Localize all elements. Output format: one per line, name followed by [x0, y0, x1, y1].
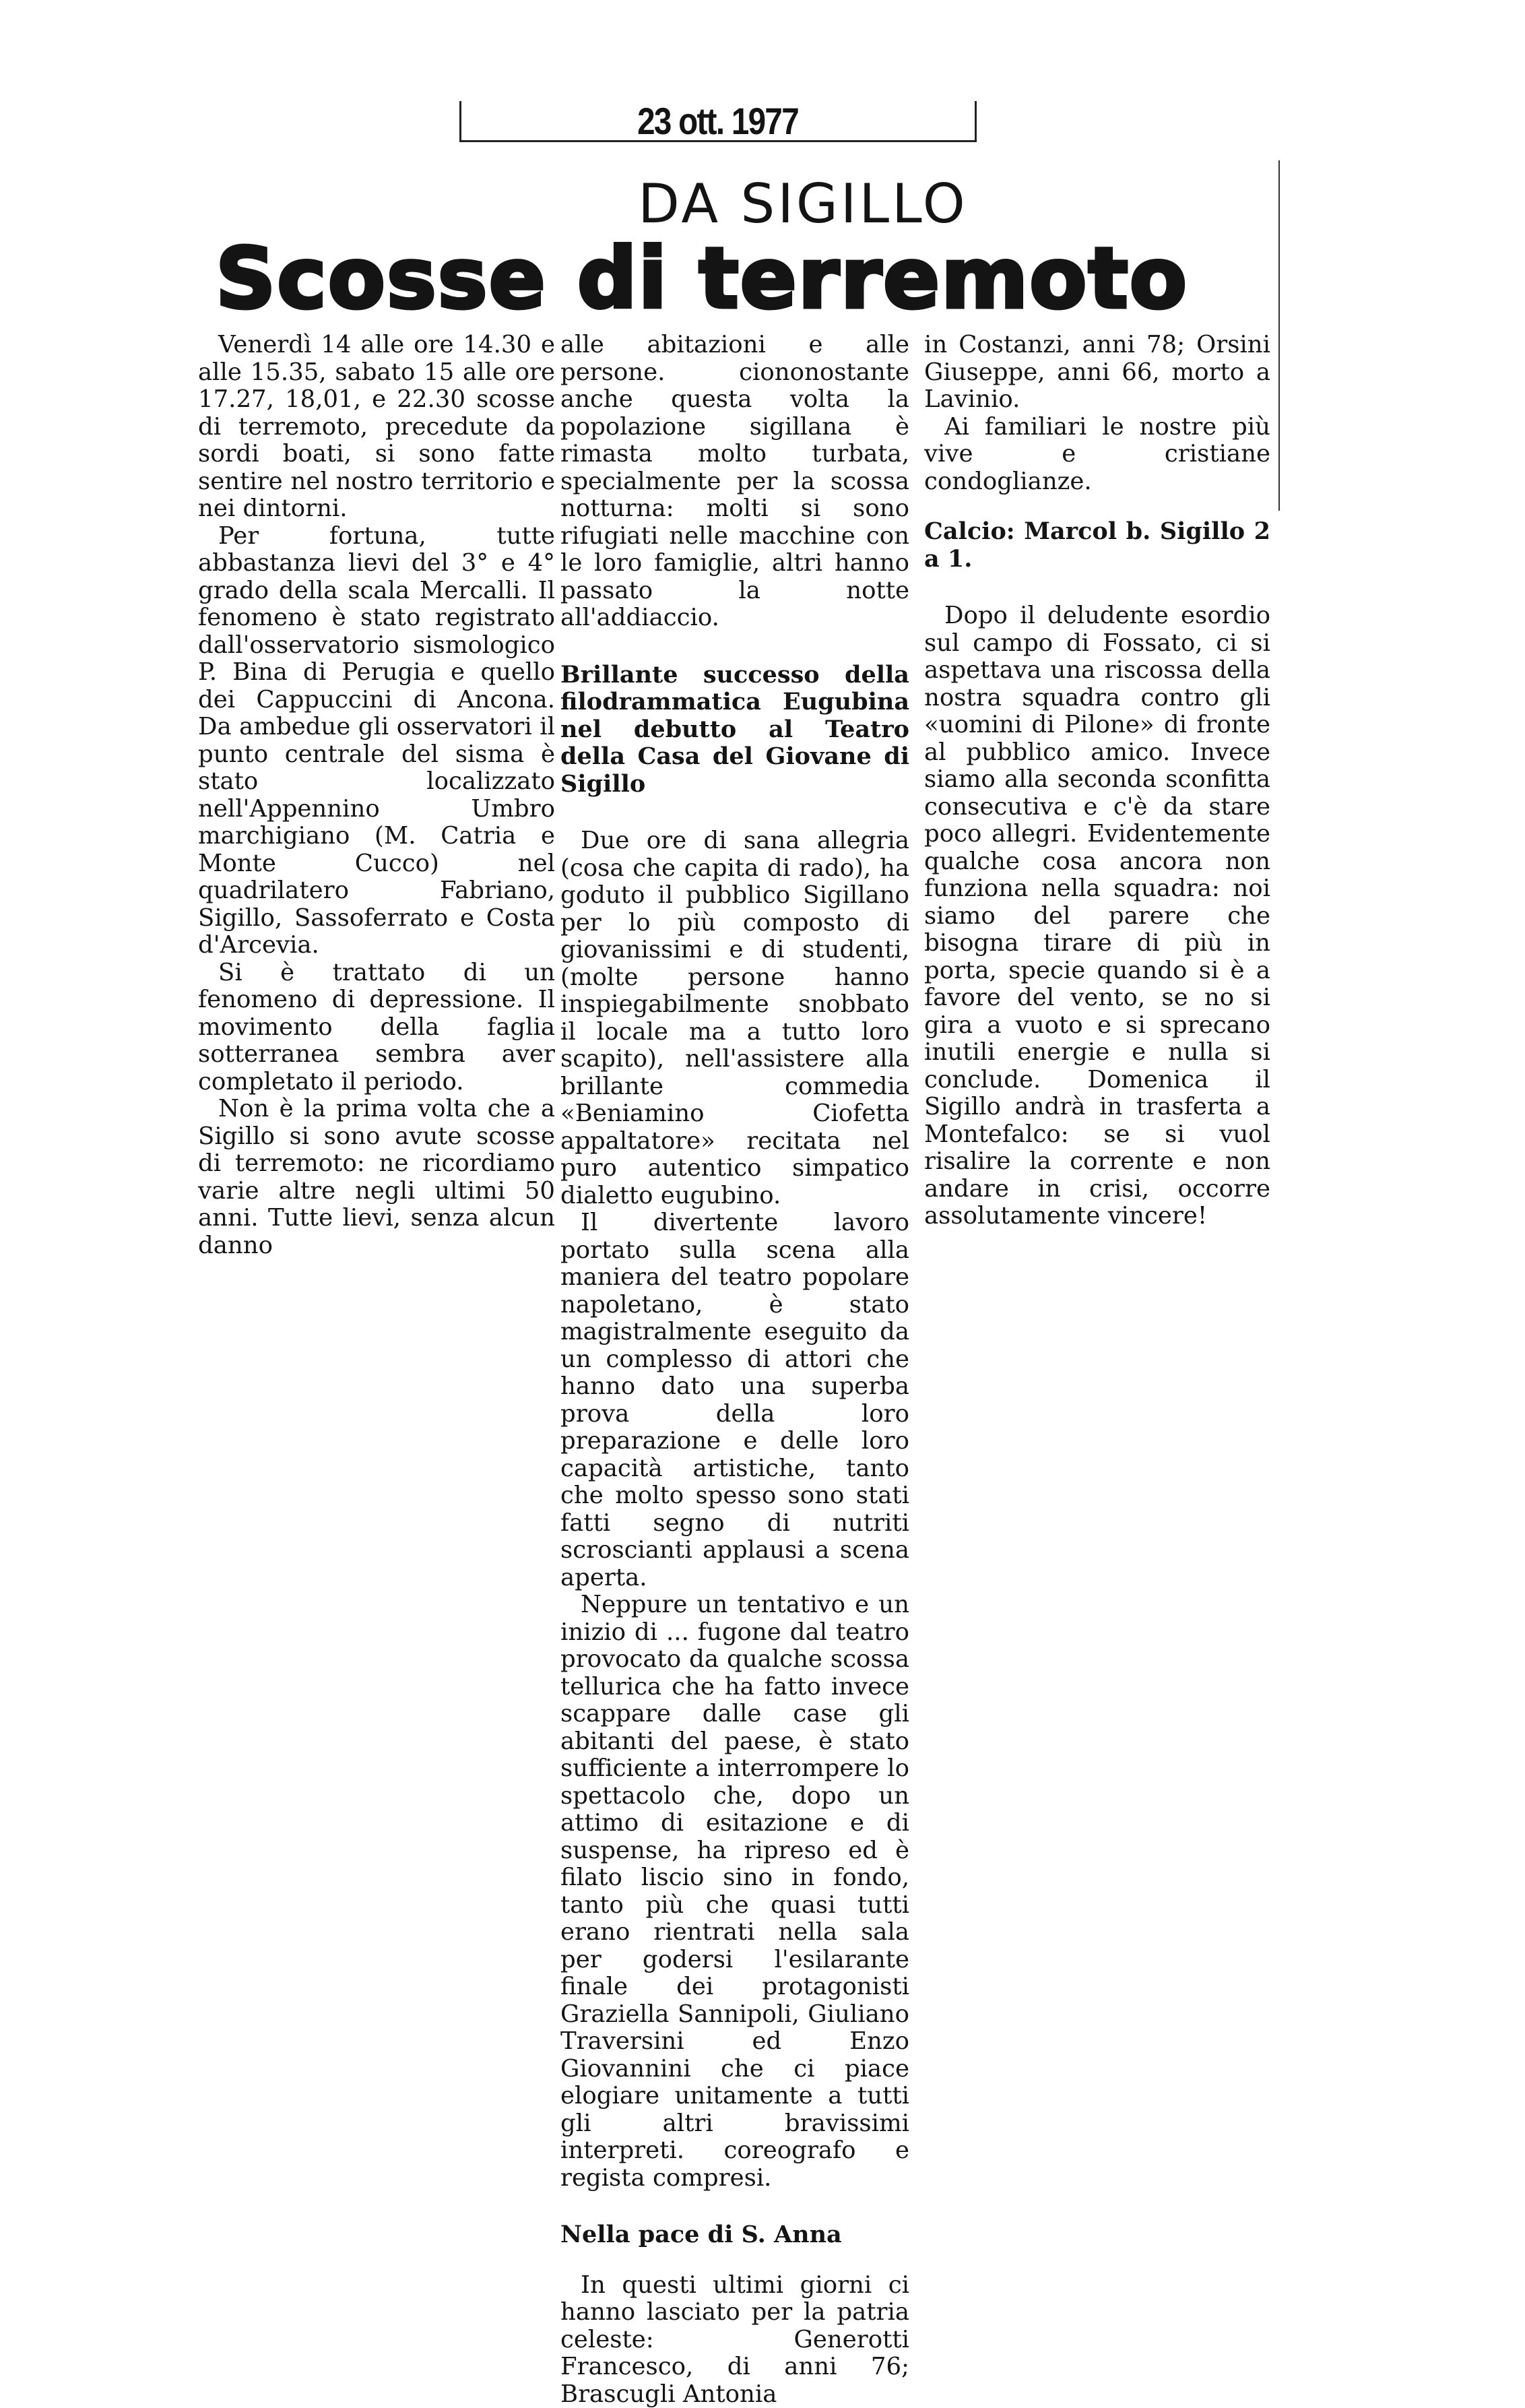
article-headline: Scosse di terremoto — [216, 237, 1266, 321]
article-kicker: DA SIGILLO — [0, 172, 1525, 235]
section-heading-pace-s-anna: Nella pace di S. Anna — [560, 2221, 909, 2249]
paragraph: Neppure un tentativo e un inizio di ... fugone dal teatro provocato da qualche scossa tellurica che ha fatto invece scappare dalle case gli abitanti del paese, è stato sufficiente a interrompere lo spettacolo che, dopo un attimo di esitazione e di suspense, ha ripreso ed è filato liscio sino in fondo, tanto più che quasi tutti erano rientrati nella sala per godersi l'esilarante finale dei protagonisti Graziella Sannipoli, Giuliano Traversini ed Enzo Giovannini che ci piace elogiare unitamente a tutti gli altri bravissimi interpreti. coreografo e regista compresi. — [560, 1591, 909, 2192]
column-divider — [1278, 160, 1280, 511]
paragraph: Dopo il deludente esordio sul campo di Fossato, ci si aspettava una riscossa della nostra squadra contro gli «uomini di Pilone» di fronte al pubblico amico. Invece siamo alla seconda sconfitta consecutiva e c'è da stare poco allegri. Evidentemente qualche cosa ancora non funziona nella squadra: noi siamo del parere che bisogna tirare di più in porta, specie quando si è a favore del vento, se no si gira a vuoto e si sprecano inutili energie e nulla si conclude. Domenica il Sigillo andrà in trasferta a Montefalco: se si vuol risalire la corrente e non andare in crisi, occorre assolutamente vincere! — [924, 602, 1270, 1230]
section-heading-calcio: Calcio: Marcol b. Sigillo 2 a 1. — [924, 518, 1270, 573]
paragraph: Non è la prima volta che a Sigillo si sono avute scosse di terremoto: ne ricordiamo varie altre negli ultimi 50 anni. Tutte lievi, senza alcun danno — [198, 1096, 555, 1259]
paragraph: Per fortuna, tutte abbastanza lievi del 3° e 4° grado della scala Mercalli. Il fenomeno è stato registrato dall'osservatorio sismologico P. Bina di Perugia e quello dei Cappuccini di Ancona. Da ambedue gli osservatori il punto centrale del sisma è stato localizzato nell'Appennino Umbro marchigiano (M. Catria e Monte Cucco) nel quadrilatero Fabriano, Sigillo, Sassoferrato e Costa d'Arcevia. — [198, 523, 555, 959]
paragraph: In questi ultimi giorni ci hanno lasciato per la patria celeste: Generotti Francesco, di anni 76; Brascugli Antonia — [560, 2272, 909, 2408]
paragraph: Due ore di sana allegria (cosa che capita di rado), ha goduto il pubblico Sigillano per lo più composto di giovanissimi e di studenti, (molte persone hanno inspiegabilmente snobbato il locale ma a tutto loro scapito), nell'assistere alla brillante commedia «Beniamino Ciofetta appaltatore» recitata nel puro autentico simpatico dialetto eugubino. — [560, 827, 909, 1209]
date-stamp — [459, 101, 977, 142]
paragraph: Si è trattato di un fenomeno di depressione. Il movimento della faglia sotterranea sembra aver completato il periodo. — [198, 959, 555, 1096]
article-date: 23 ott. 1977 — [638, 99, 799, 143]
paragraph: Il divertente lavoro portato sulla scena alla maniera del teatro popolare napoletano, è stato magistralmente eseguito da un complesso di attori che hanno dato una superba prova della loro preparazione e delle loro capacità artistiche, tanto che molto spesso sono stati fatti segno di nutriti scroscianti applausi a scena aperta. — [560, 1209, 909, 1591]
section-heading-filodrammatica: Brillante successo della filodrammatica Eugubina nel debutto al Teatro della Casa del Giovane di Sigillo — [560, 662, 909, 798]
paragraph: Ai familiari le nostre più vive e cristiane condoglianze. — [924, 414, 1270, 496]
column-3 — [924, 331, 1270, 1230]
continuation-paragraph: in Costanzi, anni 78; Orsini Giuseppe, anni 66, morto a Lavinio. — [924, 331, 1270, 414]
paragraph: Venerdì 14 alle ore 14.30 e alle 15.35, sabato 15 alle ore 17.27, 18,01, e 22.30 scosse di terremoto, precedute da sordi boati, si sono fatte sentire nel nostro territorio e nei dintorni. — [198, 331, 555, 523]
column-2 — [560, 331, 909, 2408]
continuation-paragraph: alle abitazioni e alle persone. ciononostante anche questa volta la popolazione sigillana è rimasta molto turbata, specialmente per la scossa notturna: molti si sono rifugiati nelle macchine con le loro famiglie, altri hanno passato la notte all'addiaccio. — [560, 331, 909, 632]
column-1 — [198, 331, 555, 1259]
